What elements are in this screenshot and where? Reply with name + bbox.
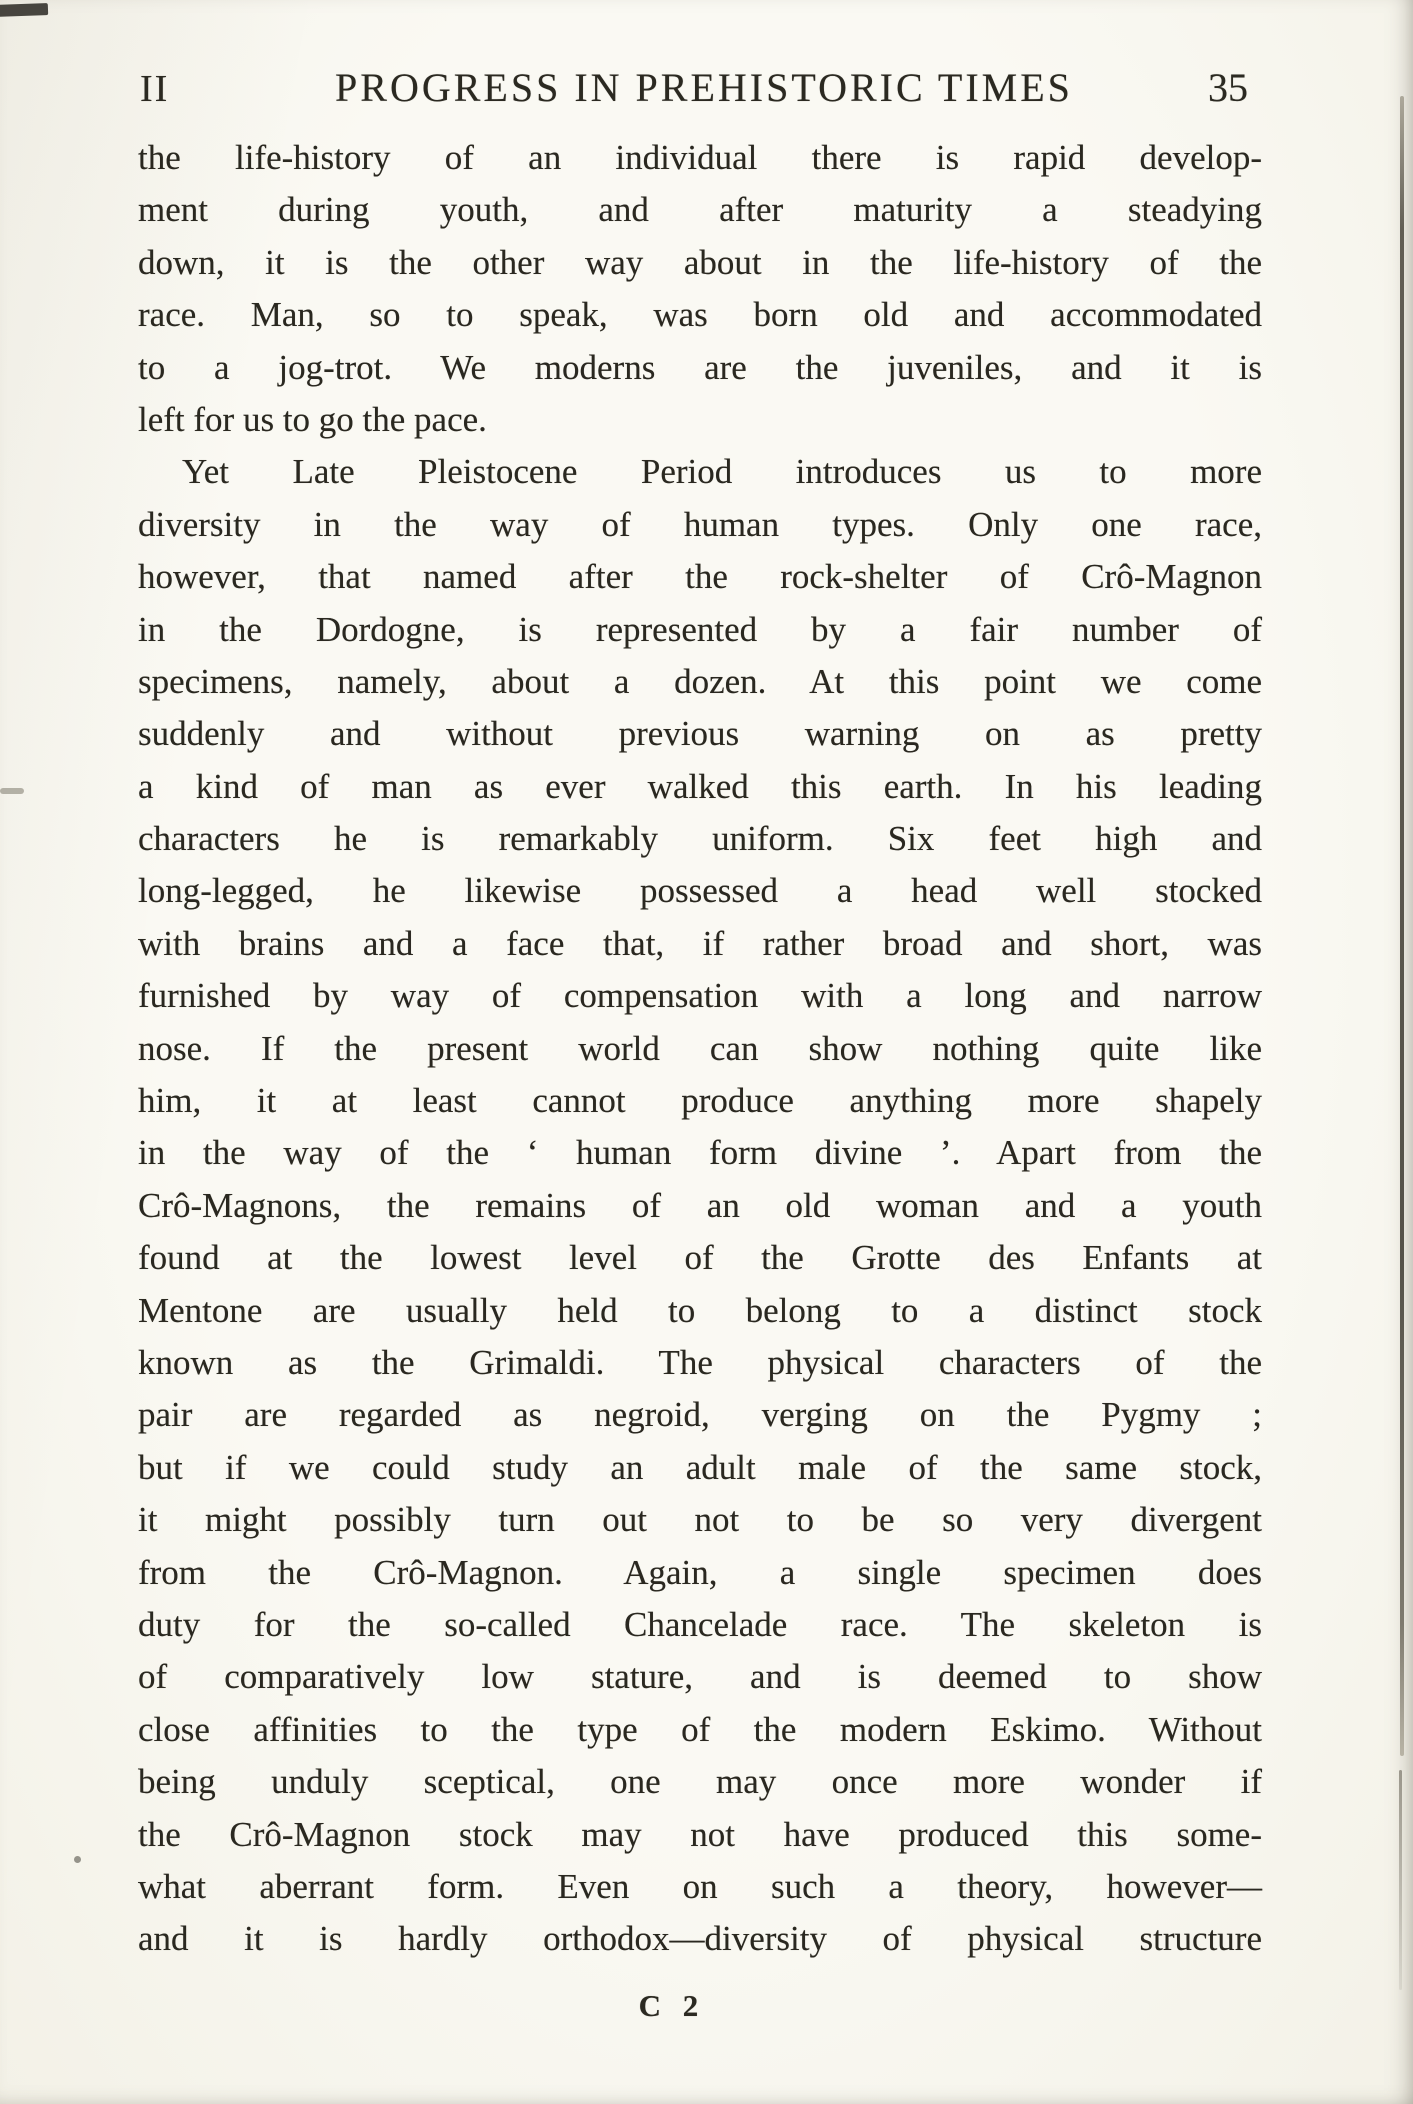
text-line: him, it at least cannot produce anything more shapely (138, 1081, 1262, 1121)
text-line: down, it is the other way about in the life-history of the (138, 242, 1262, 282)
text-line: being unduly sceptical, one may once more wonder if (138, 1762, 1262, 1802)
text-line: to a jog-trot. We moderns are the juveniles, and it is (138, 347, 1262, 387)
text-line: in the way of the ‘ human form divine ’. Apart from the (138, 1133, 1262, 1173)
text-line: and it is hardly orthodox—diversity of physical structure (138, 1919, 1262, 1959)
text-line: what aberrant form. Even on such a theory, however— (138, 1866, 1262, 1906)
page-header (140, 64, 1248, 113)
chapter-number: II (140, 68, 170, 110)
text-line: of comparatively low stature, and is deemed to show (138, 1657, 1262, 1697)
text-line: Yet Late Pleistocene Period introduces us to more (182, 452, 1262, 492)
text-line: the Crô-Magnon stock may not have produced this some- (138, 1814, 1262, 1854)
text-line: nose. If the present world can show nothing quite like (138, 1028, 1262, 1068)
text-line: long-legged, he likewise possessed a head well stocked (138, 871, 1262, 911)
text-line: from the Crô-Magnon. Again, a single specimen does (138, 1552, 1262, 1592)
text-line: pair are regarded as negroid, verging on the Pygmy ; (138, 1395, 1262, 1435)
running-title: PROGRESS IN PREHISTORIC TIMES (335, 65, 1073, 110)
text-line: a kind of man as ever walked this earth. In his leading (138, 766, 1262, 806)
text-line: furnished by way of compensation with a long and narrow (138, 976, 1262, 1016)
text-line: duty for the so-called Chancelade race. The skeleton is (138, 1604, 1262, 1644)
text-line: specimens, namely, about a dozen. At this point we come (138, 661, 1262, 701)
scan-mark-left-margin (0, 788, 24, 794)
text-line: in the Dordogne, is represented by a fair number of (138, 609, 1262, 649)
signature-mark: C 2 (638, 1988, 706, 2023)
text-line: Crô-Magnons, the remains of an old woman and a youth (138, 1185, 1262, 1225)
text-line: left for us to go the pace. (138, 399, 487, 439)
scan-smudge-top-left (0, 3, 48, 17)
text-line: the life-history of an individual there is rapid develop- (138, 138, 1262, 177)
text-line: however, that named after the rock-shelter of Crô-Magnon (138, 557, 1262, 597)
text-line: race. Man, so to speak, was born old and accommodated (138, 295, 1262, 335)
text-line: suddenly and without previous warning on as pretty (138, 714, 1262, 754)
text-line: known as the Grimaldi. The physical characters of the (138, 1342, 1262, 1382)
text-line: diversity in the way of human types. Only one race, (138, 504, 1262, 544)
text-line: ment during youth, and after maturity a steadying (138, 190, 1262, 230)
text-line: it might possibly turn out not to be so very divergent (138, 1500, 1262, 1540)
text-line: found at the lowest level of the Grotte des Enfants at (138, 1238, 1262, 1278)
page-edge-shadow-right (1400, 96, 1404, 1756)
text-line: characters he is remarkably uniform. Six feet high and (138, 819, 1262, 859)
page-edge-shadow-right-lower (1399, 1770, 1402, 1990)
page-number: 35 (1208, 65, 1248, 110)
text-line: but if we could study an adult male of the same stock, (138, 1447, 1262, 1487)
body-text-block (138, 132, 1262, 1966)
scan-speck (74, 1856, 81, 1863)
text-line: Mentone are usually held to belong to a distinct stock (138, 1290, 1262, 1330)
text-line: with brains and a face that, if rather broad and short, was (138, 923, 1262, 963)
text-line: close affinities to the type of the modern Eskimo. Without (138, 1709, 1262, 1749)
